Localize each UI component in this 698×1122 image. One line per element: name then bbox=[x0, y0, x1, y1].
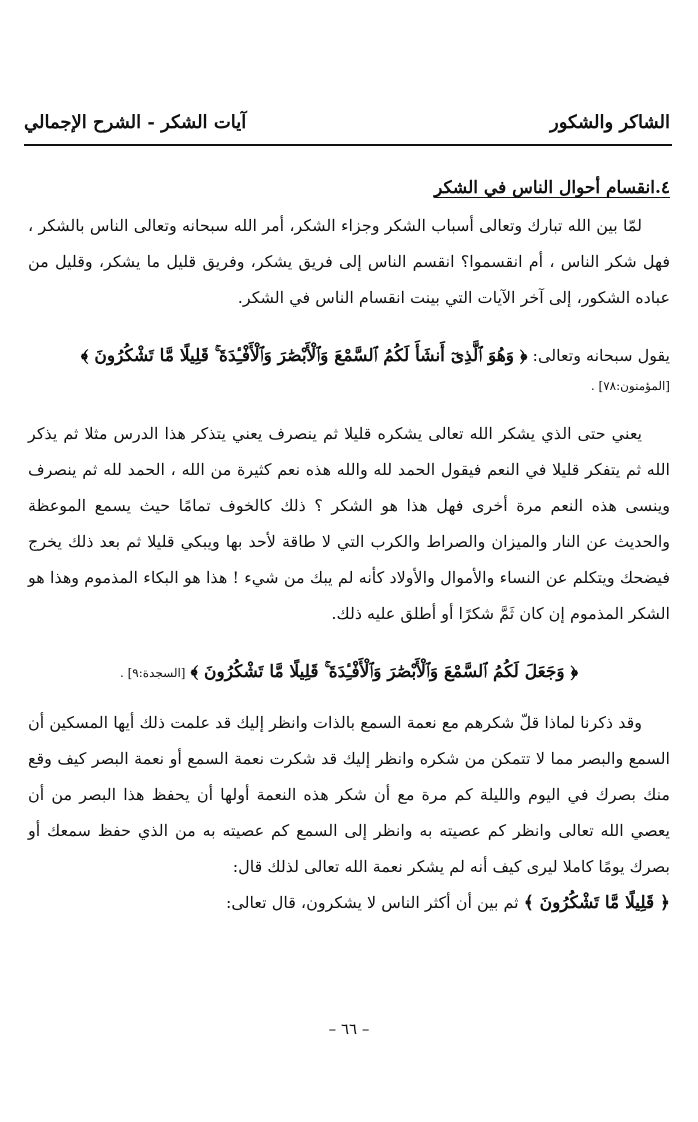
page-number: – ٦٦ – bbox=[328, 1020, 370, 1038]
paragraph-intro: لمّا بين الله تبارك وتعالى أسباب الشكر وجزاء الشكر، أمر الله سبحانه وتعالى الناس بالشكر ، فهل شكر الناس ، أم انقسموا؟ انقسم الناس إلى فريق يشكر، وفريق قليل ما يشكر، وقليل من عباده الشكور، إلى آخر الآيات التي بينت انقسام الناس في الشكر. bbox=[28, 216, 670, 307]
page-body bbox=[28, 172, 670, 921]
header-rule bbox=[24, 144, 672, 146]
closing-text: ثم بين أن أكثر الناس لا يشكرون، قال تعالى: bbox=[225, 893, 519, 912]
running-header bbox=[24, 108, 670, 142]
verse-intro: يقول سبحانه وتعالى: bbox=[532, 346, 670, 365]
verse-reference-2: [السجدة:٩] . bbox=[119, 666, 186, 680]
paragraph-closing bbox=[28, 885, 670, 921]
paragraph-hearing-sight: وقد ذكرنا لماذا قلّ شكرهم مع نعمة السمع بالذات وانظر إليك قد علمت ذلك أيها المسكين أن السمع والبصر مما لا تتمكن من شكره وانظر إليك قد شكرت نعمة السمع أو نعمة البصر كيف وقع منك بصرك في اليوم والليلة كم مرة مع أن شكر هذه النعمة أولها أن يحفظ هذا البصر من أن يعصي الله تعالى وانظر كم عصيته به وانظر إلى السمع كم عصيته به من الذي حفظ سمعك أو بصرك يومًا كاملا ليرى كيف أنه لم يشكر نعمة الله تعالى لذلك قال: bbox=[28, 713, 671, 876]
book-title: الشاكر والشكور bbox=[550, 112, 670, 133]
spacer bbox=[28, 691, 670, 705]
section-heading: ٤.انقسام أحوال الناس في الشكر bbox=[434, 178, 670, 198]
quran-verse-1: ﴿ وَهُوَ ٱلَّذِىٓ أَنشَأَ لَكُمُ ٱلسَّمْعَ وَٱلْأَبْصَٰرَ وَٱلْأَفْـِٔدَةَ ۚ قَلِيلًا مَّا تَشْكُرُونَ ﴾ bbox=[80, 346, 528, 366]
chapter-title: آيات الشكر - الشرح الإجمالي bbox=[24, 112, 247, 133]
verse-line-1 bbox=[28, 338, 670, 374]
verse-line-2 bbox=[28, 654, 670, 691]
quran-verse-3: ﴿ قَلِيلًا مَّا تَشْكُرُونَ ﴾ bbox=[523, 893, 670, 913]
quran-verse-2: ﴿ وَجَعَلَ لَكُمُ ٱلسَّمْعَ وَٱلْأَبْصَٰرَ وَٱلْأَفْـِٔدَةَ ۚ قَلِيلًا مَّا تَشْكُرُونَ ﴾ bbox=[190, 662, 579, 682]
verse-reference-1: [المؤمنون:٧٨] . bbox=[590, 379, 670, 393]
paragraph-explanation: يعني حتى الذي يشكر الله تعالى يشكره قليلا ثم ينصرف يعني يتذكر هذا الدرس مثلا ثم يذكر الله ثم يتفكر قليلا في النعم فيقول الحمد لله والله هذه نعم كثيرة من الله ، الحمد لله ثم ينصرف وينسى هذه النعم مرة أخرى فهل هذا هو الشكر ؟ ذلك كالخوف تمامًا حيث يسمع الموعظة والحديث عن النار والميزان والصراط والكرب التي لا طاقة لأحد بها ويبكي قليلا ثم بعد ذلك يخرج فيضحك ويتكلم عن النساء والأموال والأولاد كأنه لم يبك من شيء ! هذا هو البكاء المذموم وهذا هو الشكر المذموم إن كان ثَمَّ شكرًا أو أطلق عليه ذلك. bbox=[28, 424, 670, 623]
